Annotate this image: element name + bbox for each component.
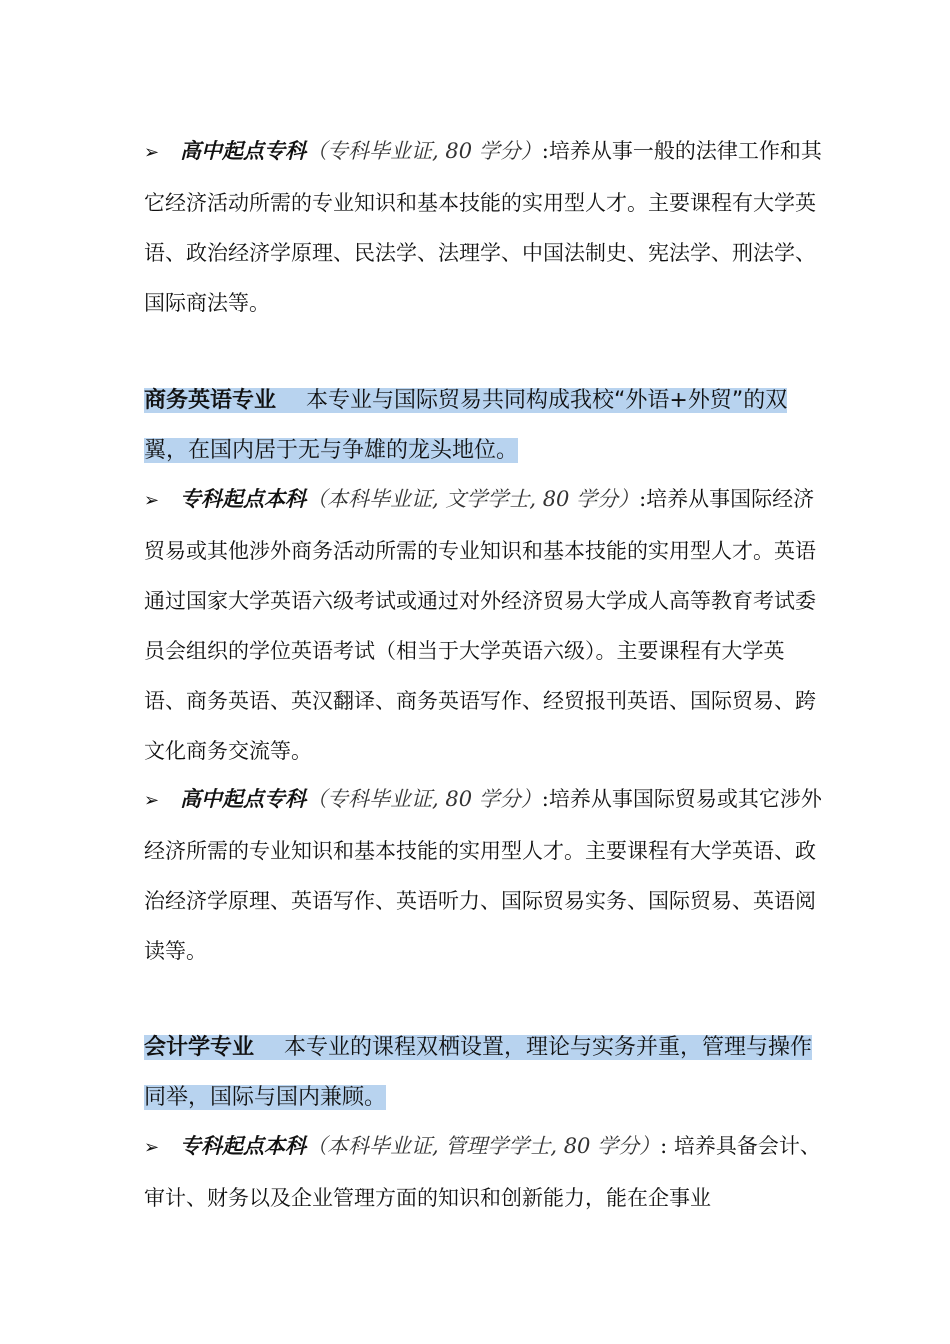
arrow-bullet-icon: ➢ [144, 490, 160, 511]
program-credential: （本科毕业证, 管理学学士, 80 学分） [306, 1134, 661, 1158]
program-level: 专科起点本科 [180, 486, 306, 511]
arrow-bullet-icon: ➢ [144, 790, 160, 811]
major-name: 商务英语专业 [144, 388, 277, 413]
arrow-bullet-icon: ➢ [144, 1137, 160, 1158]
program-paragraph-2 [144, 474, 824, 776]
program-credential: （本科毕业证, 文学学士, 80 学分） [306, 487, 640, 511]
program-paragraph-1 [144, 126, 824, 328]
program-level: 专科起点本科 [180, 1133, 306, 1158]
program-paragraph-4 [144, 1121, 824, 1223]
program-description: :培养从事一般的法律工作和其它经济活动所需的专业知识和基本技能的实用型人才。主要课程有大学英语、政治经济学原理、民法学、法理学、中国法制史、宪法学、刑法学、国际商法等。 [144, 139, 822, 315]
program-credential: （专科毕业证, 80 学分） [306, 787, 542, 811]
program-description: : 培养具备会计、审计、财务以及企业管理方面的知识和创新能力，能在企事业 [144, 1134, 821, 1210]
major-description: 本专业与国际贸易共同构成我校“外语+外贸”的双翼，在国内居于无与争雄的龙头地位。 [144, 388, 788, 463]
major-heading-business-english [144, 376, 824, 476]
program-level: 高中起点专科 [180, 786, 306, 811]
major-name: 会计学专业 [144, 1035, 255, 1060]
program-level: 高中起点专科 [180, 138, 306, 163]
program-description: :培养从事国际贸易或其它涉外经济所需的专业知识和基本技能的实用型人才。主要课程有大学英语、政治经济学原理、英语写作、英语听力、国际贸易实务、国际贸易、英语阅读等。 [144, 787, 822, 963]
program-description: :培养从事国际经济贸易或其他涉外商务活动所需的专业知识和基本技能的实用型人才。英语通过国家大学英语六级考试或通过对外经济贸易大学成人高等教育考试委员会组织的学位英语考试（相当于大学英语六级）。主要课程有大学英语、商务英语、英汉翻译、商务英语写作、经贸报刊英语、国际贸易、跨文化商务交流等。 [144, 487, 816, 763]
major-heading-accounting [144, 1023, 824, 1123]
arrow-bullet-icon: ➢ [144, 142, 160, 163]
program-credential: （专科毕业证, 80 学分） [306, 139, 542, 163]
major-description: 本专业的课程双栖设置，理论与实务并重，管理与操作同举，国际与国内兼顾。 [144, 1035, 813, 1110]
program-paragraph-3 [144, 774, 824, 976]
